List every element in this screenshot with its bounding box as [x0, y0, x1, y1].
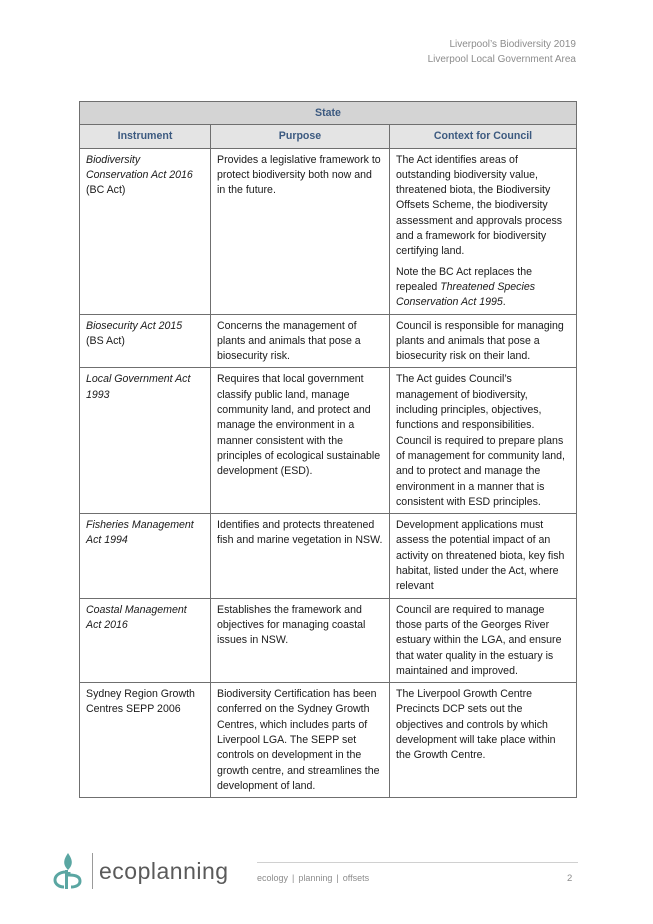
context-cell: Council is responsible for managing plants and animals that pose a biosecurity risk on their land. — [390, 314, 577, 368]
context-note — [396, 265, 570, 311]
instrument-name: Local Government Act 1993 — [86, 373, 191, 401]
instrument-name: Biosecurity Act 2015 — [86, 319, 183, 332]
instrument-cell — [80, 514, 211, 598]
purpose-cell: Provides a legislative framework to protect biodiversity both now and in the future. — [211, 148, 390, 314]
header-title: Liverpool’s Biodiversity 2019 — [449, 39, 576, 50]
running-header — [428, 37, 576, 67]
purpose-cell: Establishes the framework and objectives for managing coastal issues in NSW. — [211, 598, 390, 682]
context-note-text: Note the BC Act replaces the repealed — [396, 265, 533, 293]
instrument-abbrev: (BC Act) — [86, 184, 126, 197]
context-cell: Council are required to manage those parts of the Georges River estuary within the LGA, and ensure that water quality in the estuary is maintained and improved. — [390, 598, 577, 682]
purpose-cell: Identifies and protects threatened fish and marine vegetation in NSW. — [211, 514, 390, 598]
tagline-ecology: ecology — [257, 873, 289, 883]
context-cell — [390, 148, 577, 314]
instrument-name: Biodiversity Conservation Act 2016 — [86, 153, 193, 181]
instrument-name: Coastal Management Act 2016 — [86, 603, 187, 631]
instrument-abbrev: (BS Act) — [86, 334, 125, 347]
column-header-context: Context for Council — [390, 125, 577, 148]
table-row — [80, 368, 577, 514]
context-cell: The Act guides Council’s management of biodiversity, including principles, objectives, functions and responsibilities. Council is required to prepare plans of management for community land, and to protect and manage the environment in a manner that is consistent with ESD principles. — [390, 368, 577, 514]
instrument-cell — [80, 598, 211, 682]
tagline-offsets: offsets — [342, 873, 370, 883]
table-row — [80, 514, 577, 598]
column-header-instrument: Instrument — [80, 125, 211, 148]
table-title: State — [80, 102, 577, 125]
header-subtitle: Liverpool Local Government Area — [427, 54, 576, 65]
instrument-cell — [80, 683, 211, 798]
instrument-name: Fisheries Management Act 1994 — [86, 519, 194, 547]
purpose-cell: Requires that local government classify public land, manage community land, and protect and manage the environment in a manner consistent with the principles of ecological sustainable development (ESD). — [211, 368, 390, 514]
instrument-cell — [80, 314, 211, 368]
instrument-name: Sydney Region Growth Centres SEPP 2006 — [86, 688, 195, 716]
purpose-cell: Biodiversity Certification has been conferred on the Sydney Growth Centres, which includes parts of Liverpool LGA. The SEPP set controls on development in the growth centre, and streamlines the development of land. — [211, 683, 390, 798]
ecoplanning-leaf-logo-icon — [52, 851, 84, 891]
table-row — [80, 598, 577, 682]
logo-separator — [92, 853, 93, 889]
context-cell: The Liverpool Growth Centre Precincts DCP sets out the objectives and controls by which development will take place within the Growth Centre. — [390, 683, 577, 798]
instrument-cell — [80, 148, 211, 314]
footer-divider — [257, 862, 578, 863]
context-text: The Act identifies areas of outstanding biodiversity value, threatened biota, the Biodiversity Offsets Scheme, the biodiversity assessment and approvals process and a framework for biodiversity certifying land. — [396, 153, 563, 258]
legislation-table — [79, 101, 577, 798]
instrument-cell — [80, 368, 211, 514]
table-row — [80, 314, 577, 368]
footer-tagline: ecology | planning | offsets — [257, 873, 370, 883]
context-cell: Development applications must assess the potential impact of an activity on threatened biota, key fish habitat, listed under the Act, where relevant — [390, 514, 577, 598]
ecoplanning-logo — [52, 851, 229, 891]
column-header-purpose: Purpose — [211, 125, 390, 148]
page-number: 2 — [567, 873, 573, 884]
tagline-planning: planning — [298, 873, 333, 883]
context-note-act: Threatened Species Conservation Act 1995 — [396, 280, 536, 309]
table-row — [80, 683, 577, 798]
table-row — [80, 148, 577, 314]
context-note-end: . — [502, 296, 506, 309]
logo-wordmark: ecoplanning — [99, 858, 229, 884]
purpose-cell: Concerns the management of plants and animals that pose a biosecurity risk. — [211, 314, 390, 368]
